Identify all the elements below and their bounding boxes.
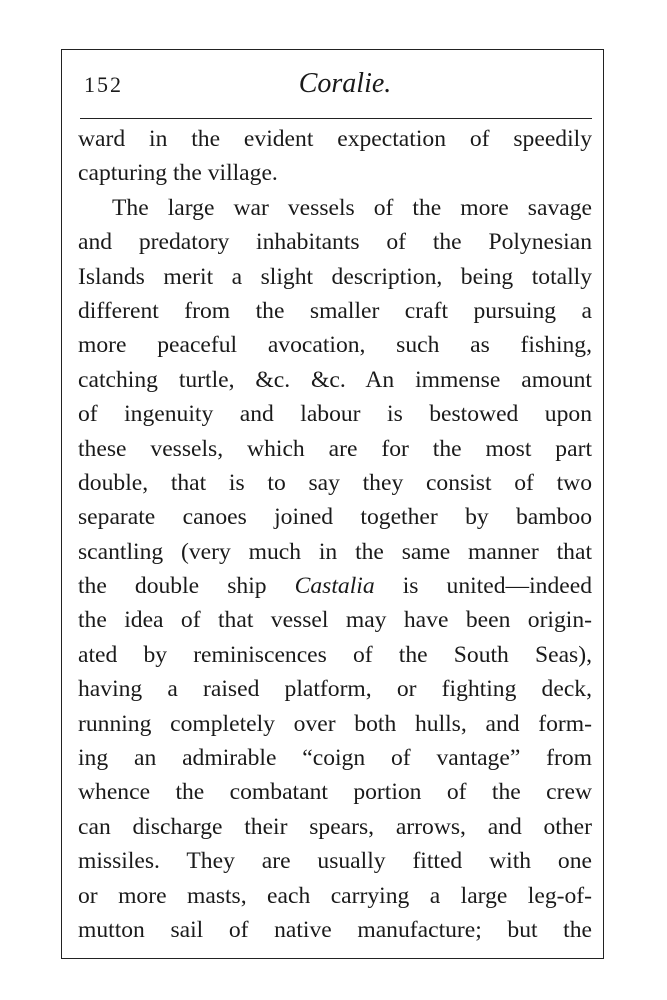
- text-line: the idea of that vessel may have been origin-: [78, 607, 592, 634]
- text-line: scantling (very much in the same manner that: [78, 538, 592, 565]
- running-title: Coralie.: [298, 68, 392, 99]
- text-line: missiles. They are usually fitted with one: [78, 848, 592, 875]
- page-number: 152: [84, 72, 123, 97]
- text-line: or more masts, each carrying a large leg-of-: [78, 882, 592, 909]
- text-line: and predatory inhabitants of the Polynesian: [78, 229, 592, 256]
- text-line: of ingenuity and labour is bestowed upon: [78, 401, 592, 428]
- text-line: running completely over both hulls, and form-: [78, 710, 592, 737]
- text-line: these vessels, which are for the most part: [78, 435, 592, 462]
- text-segment: the double ship: [78, 573, 295, 600]
- text-line: more peaceful avocation, such as fishing,: [78, 332, 592, 359]
- text-line: double, that is to say they consist of two: [78, 469, 592, 496]
- running-head: [80, 68, 592, 108]
- text-segment: is united—indeed: [374, 573, 592, 600]
- text-line: having a raised platform, or fighting deck,: [78, 676, 592, 703]
- text-line-with-italic: [78, 569, 592, 603]
- text-line: catching turtle, &c. &c. An immense amount: [78, 366, 592, 393]
- text-line: whence the combatant portion of the crew: [78, 779, 592, 806]
- header-rule: [80, 118, 592, 119]
- text-line: ward in the evident expectation of speedily: [78, 126, 592, 152]
- text-line: ated by reminiscences of the South Seas),: [78, 641, 592, 668]
- text-line: capturing the village.: [78, 160, 278, 187]
- text-line: different from the smaller craft pursuing a: [78, 297, 592, 324]
- text-line: The large war vessels of the more savage: [112, 194, 592, 221]
- body-text: [78, 122, 592, 947]
- text-line: separate canoes joined together by bamboo: [78, 504, 592, 531]
- text-line: can discharge their spears, arrows, and other: [78, 813, 592, 840]
- text-line: ing an admirable “coign of vantage” from: [78, 745, 592, 772]
- italic-ship-name: Castalia: [294, 573, 375, 600]
- text-line: mutton sail of native manufacture; but the: [78, 916, 592, 943]
- text-line: Islands merit a slight description, being totally: [78, 263, 592, 290]
